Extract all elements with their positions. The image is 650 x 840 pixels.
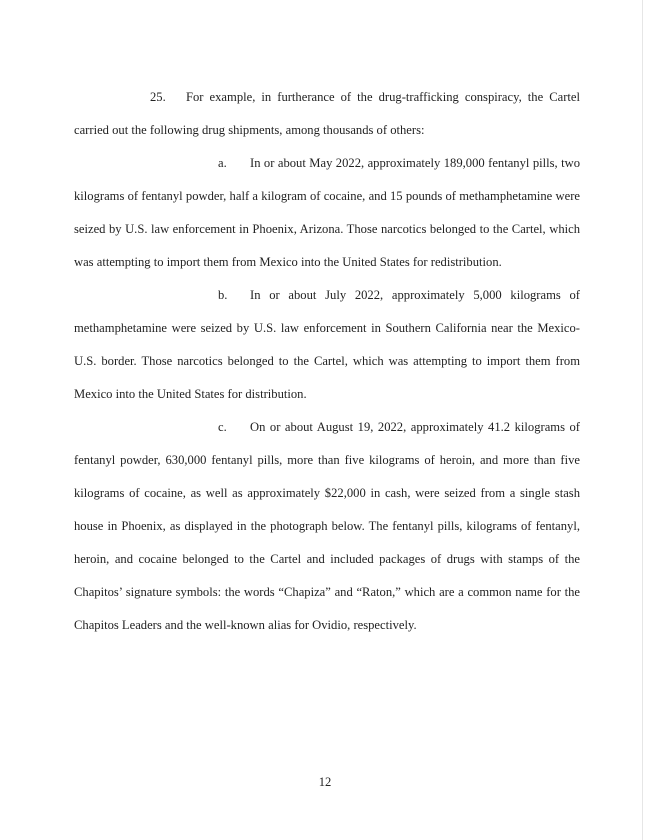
paragraph-number: 25. xyxy=(150,90,166,104)
subparagraph-text: In or about May 2022, approximately 189,000 fentanyl pills, two kilograms of fentanyl powder, half a kilogram of cocaine, and 15 pounds of methamphetamine were seized by U.S. law enforcement in Phoenix, Arizona. Those narcotics belonged to the Cartel, which was attempting to import them from Mexico into the United States for redistribution. xyxy=(74,156,580,269)
subparagraph-text: On or about August 19, 2022, approximately 41.2 kilograms of fentanyl powder, 630,000 fentanyl pills, more than five kilograms of heroin, and more than five kilograms of cocaine, as well as approximately $22,000 in cash, were seized from a single stash house in Phoenix, as displayed in the photograph below. The fentanyl pills, kilograms of fentanyl, heroin, and cocaine belonged to the Cartel and included packages of drugs with stamps of the Chapitos’ signature symbols: the words “Chapiza” and “Raton,” which are a common name for the Chapitos Leaders and the well-known alias for Ovidio, respectively. xyxy=(74,420,580,632)
subparagraph-a xyxy=(74,147,580,279)
subparagraph-c xyxy=(74,411,580,642)
page-number: 12 xyxy=(318,775,332,789)
subparagraph-letter: b. xyxy=(218,288,228,302)
subparagraph-text: In or about July 2022, approximately 5,000 kilograms of methamphetamine were seized by U.S. law enforcement in Southern California near the Mexico-U.S. border. Those narcotics belonged to the Cartel, which was attempting to import them from Mexico into the United States for distribution. xyxy=(74,288,580,401)
subparagraph-letter: a. xyxy=(218,156,227,170)
subparagraph-b xyxy=(74,279,580,411)
document-body xyxy=(74,81,580,642)
paragraph-25 xyxy=(74,81,580,147)
paragraph-text: For example, in furtherance of the drug-trafficking conspiracy, the Cartel carried out the following drug shipments, among thousands of others: xyxy=(74,90,580,137)
subparagraph-letter: c. xyxy=(218,420,227,434)
page-edge-divider xyxy=(642,0,643,840)
